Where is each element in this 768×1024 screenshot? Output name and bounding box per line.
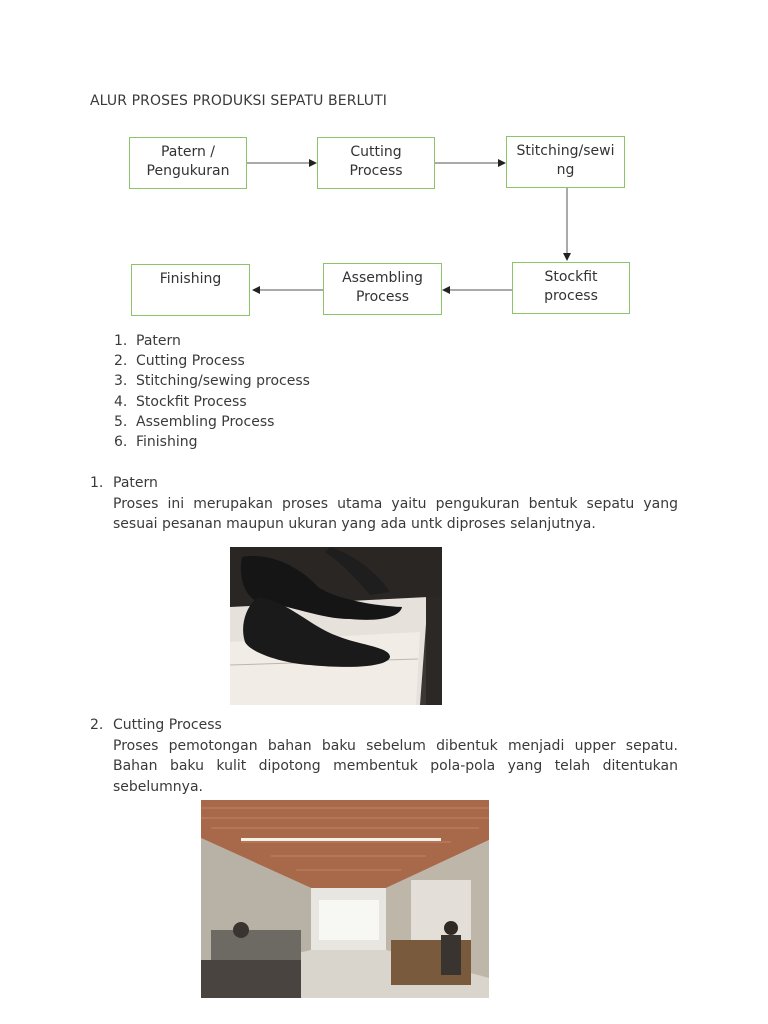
cutting-photo <box>201 800 489 998</box>
steps-list <box>114 331 310 452</box>
flow-box-patern <box>129 137 247 189</box>
flow-box-label: Patern / Pengukuran <box>146 144 230 179</box>
section-heading: 2. Cutting Process <box>90 717 222 733</box>
section-heading: 1. Patern <box>90 475 158 491</box>
list-item: 6. Finishing <box>114 434 198 451</box>
section-body: Proses pemotongan bahan baku sebelum dibentuk menjadi upper sepatu. Bahan baku kulit dipotong membentuk pola-pola yang telah ditentukan sebelumnya. <box>113 737 678 795</box>
document-title: ALUR PROSES PRODUKSI SEPATU BERLUTI <box>90 93 387 109</box>
list-item: 5. Assembling Process <box>114 413 275 430</box>
flow-box-label: Assembling Process <box>342 270 423 305</box>
flow-box-stitching <box>506 136 625 188</box>
section-patern <box>90 473 678 535</box>
list-item: 3. Stitching/sewing process <box>114 373 310 390</box>
flow-box-cutting <box>317 137 435 189</box>
flow-box-finishing <box>131 264 250 316</box>
list-item: 4. Stockfit Process <box>114 393 247 410</box>
section-body: Proses ini merupakan proses utama yaitu pengukuran bentuk sepatu yang sesuai pesanan maupun ukuran yang ada untk diproses selanjutnya. <box>113 495 678 532</box>
flow-box-assembling <box>323 263 442 315</box>
patern-photo <box>230 547 442 705</box>
list-item: 1. Patern <box>114 333 181 349</box>
flow-box-label: Stitching/sewing <box>516 143 615 178</box>
list-item: 2. Cutting Process <box>114 353 245 370</box>
section-cutting <box>90 715 678 797</box>
flow-box-label: Cutting Process <box>349 144 403 179</box>
flow-box-stockfit <box>512 262 630 314</box>
flow-box-label: Stockfit process <box>544 269 598 304</box>
flow-box-label: Finishing <box>159 271 222 287</box>
